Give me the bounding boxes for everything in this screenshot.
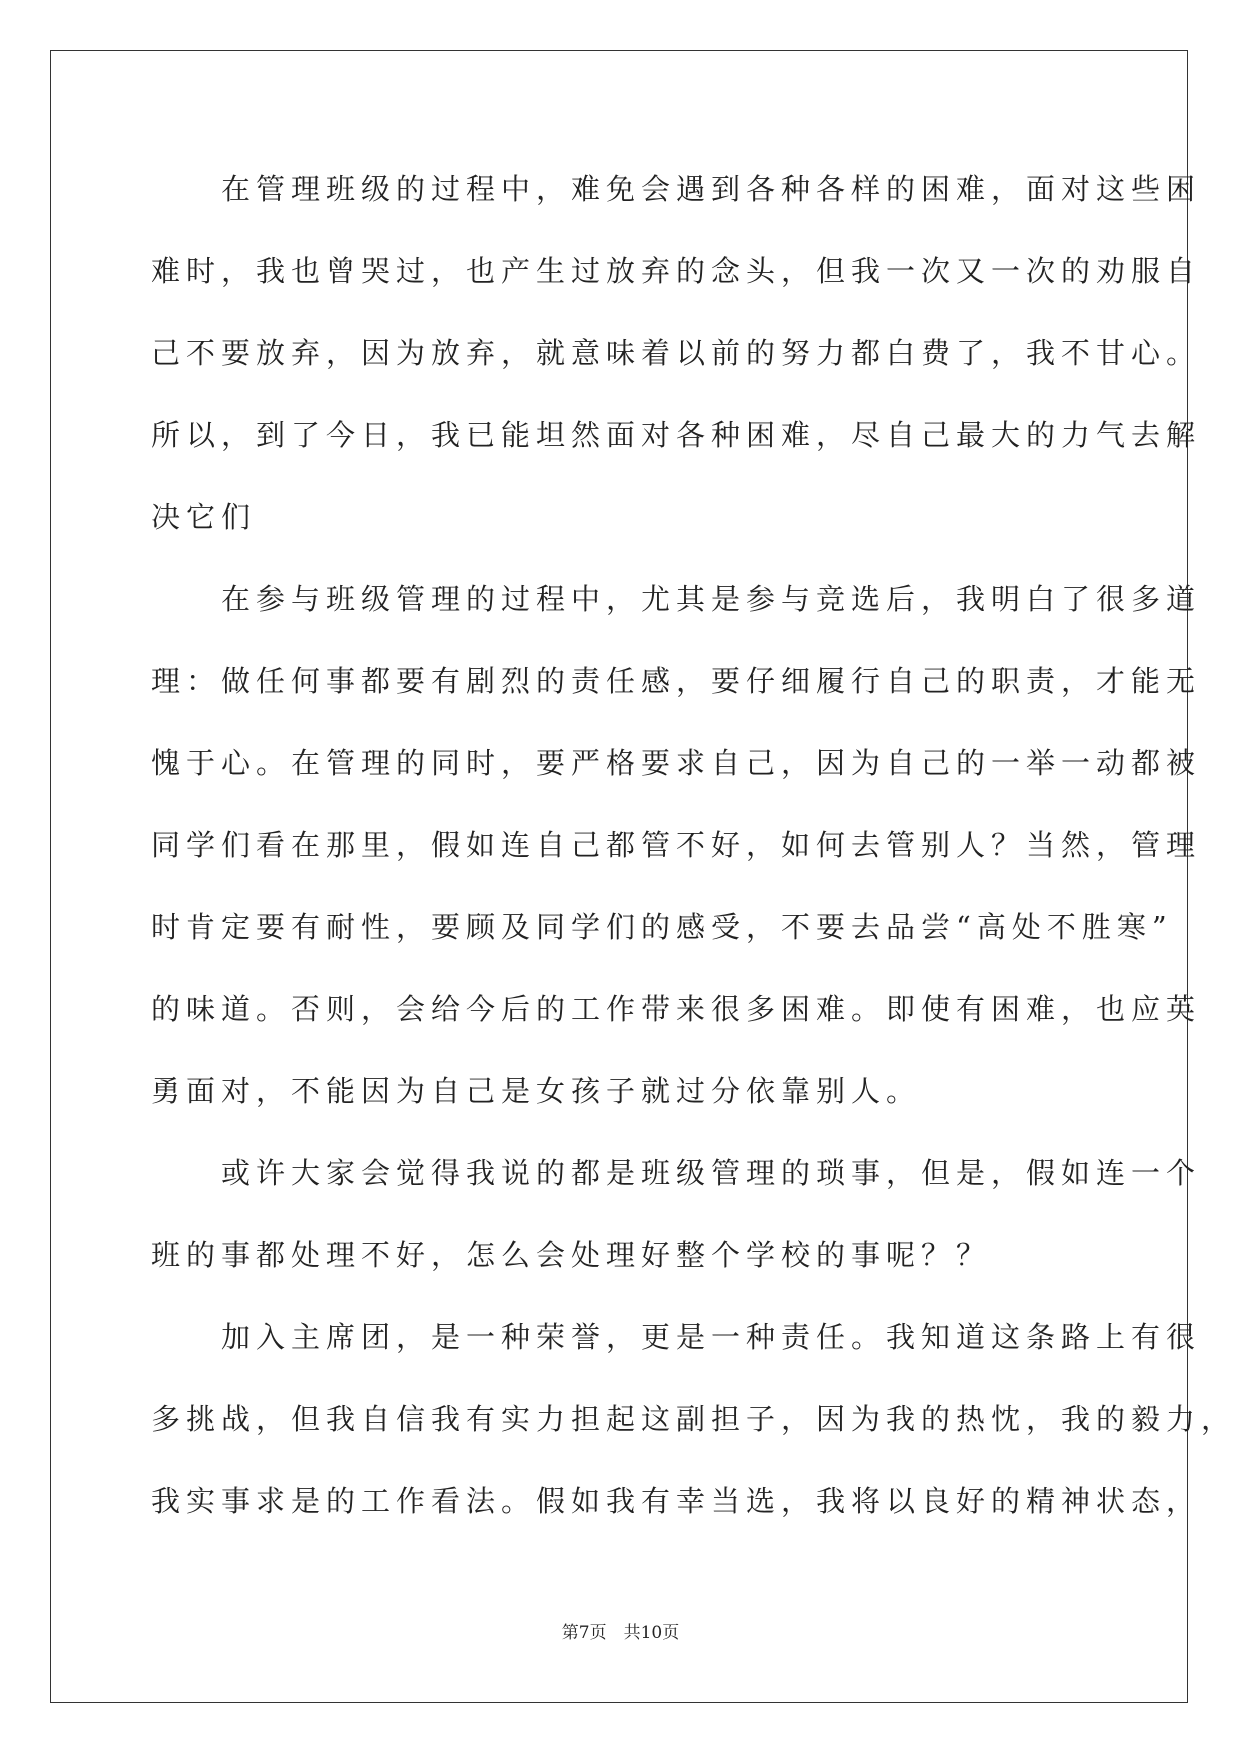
text-line: 在参与班级管理的过程中，尤其是参与竞选后，我明白了很多道 — [151, 582, 1202, 616]
text-line: 愧于心。在管理的同时，要严格要求自己，因为自己的一举一动都被 — [151, 746, 1202, 780]
page-number-footer: 第7页 共10页 — [561, 1623, 680, 1643]
text-line: 在管理班级的过程中，难免会遇到各种各样的困难，面对这些困 — [151, 172, 1202, 206]
text-line: 时肯定要有耐性，要顾及同学们的感受，不要去品尝“高处不胜寒” — [151, 910, 1173, 944]
page-frame — [50, 50, 1188, 1703]
text-line: 或许大家会觉得我说的都是班级管理的琐事，但是，假如连一个 — [151, 1156, 1202, 1190]
text-line: 加入主席团，是一种荣誉，更是一种责任。我知道这条路上有很 — [151, 1320, 1202, 1354]
text-line: 理：做任何事都要有剧烈的责任感，要仔细履行自己的职责，才能无 — [151, 664, 1202, 698]
text-line: 班的事都处理不好，怎么会处理好整个学校的事呢？？ — [151, 1238, 992, 1272]
text-line: 难时，我也曾哭过，也产生过放弃的念头，但我一次又一次的劝服自 — [151, 254, 1202, 288]
text-line: 我实事求是的工作看法。假如我有幸当选，我将以良好的精神状态， — [151, 1484, 1202, 1518]
text-line: 决它们 — [151, 500, 257, 534]
text-line: 所以，到了今日，我已能坦然面对各种困难，尽自己最大的力气去解 — [151, 418, 1202, 452]
text-line: 己不要放弃，因为放弃，就意味着以前的努力都白费了，我不甘心。 — [151, 336, 1202, 370]
text-line: 勇面对，不能因为自己是女孩子就过分依靠别人。 — [151, 1074, 922, 1108]
text-line: 的味道。否则，会给今后的工作带来很多困难。即使有困难，也应英 — [151, 992, 1202, 1026]
text-line: 同学们看在那里，假如连自己都管不好，如何去管别人？当然，管理 — [151, 828, 1202, 862]
text-line: 多挑战，但我自信我有实力担起这副担子，因为我的热忱，我的毅力， — [151, 1402, 1237, 1436]
